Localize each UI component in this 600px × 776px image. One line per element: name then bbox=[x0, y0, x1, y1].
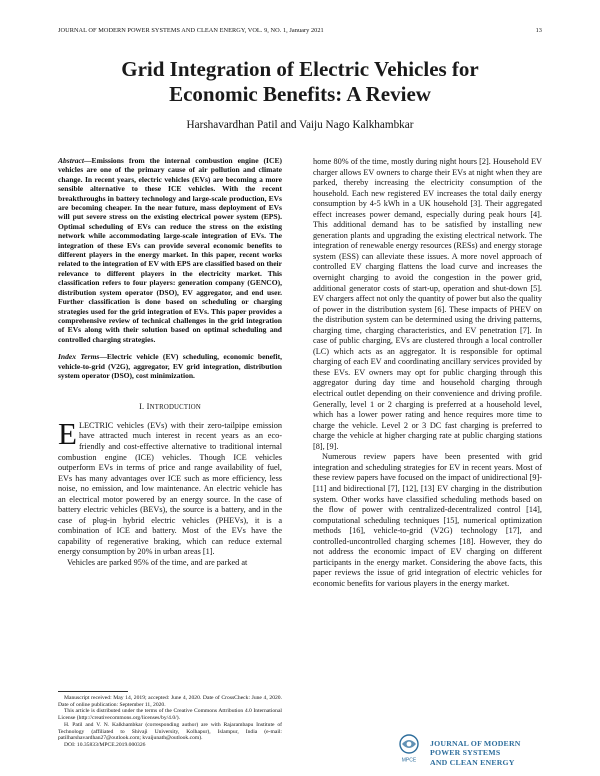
index-terms-label: Index Terms bbox=[58, 352, 100, 362]
logo-line-2: AND CLEAN ENERGY bbox=[430, 757, 515, 767]
footnote-dates: Manuscript received: May 14, 2019; accepted: June 4, 2020. Date of CrossCheck: June 4, 2020. Date of online publication: September 11, 2020. bbox=[58, 695, 282, 708]
right-paragraph-2: Numerous review papers have been presented with grid integration and scheduling strategies for EV in recent years. Most of these review papers have focused on the impact of unidirectional [9]-[11] and bidirectional [7], [12], [13] EV charging in the distribution system. Other works have classified scheduling methods based on the flow of power with centralized-decentralized control [14], computational scheduling techniques [15], numerical optimization methods [16], vehicle-to-grid (V2G) technology [17], and controlled-uncontrolled charging schemes [18]. However, they do not address the economic impact of EV charging on different participants in the energy market. Considering the above facts, this paper reviews the issue of grid integration of electric vehicles for economic benefits for various players in the energy market. bbox=[313, 452, 542, 588]
section-numeral: I. bbox=[139, 402, 147, 412]
index-terms-text: —Electric vehicle (EV) scheduling, economic benefit, vehicle-to-grid (V2G), aggregator, EV grid integration, distribution system operator (DSO), cost minimization. bbox=[58, 352, 282, 380]
right-paragraph-1: home 80% of the time, mostly during night hours [2]. Household EV charger allows EV owners to charge their EVs at night when they are parked, thereby increasing the electricity consumption of the household. Each new registered EV increases the total daily energy consumption by 4-5 kWh in a UK household [3]. Their aggregated effect increases power demand, especially during peak hours [4]. This additional demand has to be satisfied by installing new generation plants and upgrading the existing electrical network. The integration of renewable energy resources (RESs) and energy storage system (ESS) can alleviate these issues. A more novel approach of controlled EV charging flattens the load curve and increases the overnight charging to avoid the congestion in the power grid, additional generator costs of start-up, operation and shut-down [5]. EV chargers affect not only the quantity of power but also the quality of power in the distribution system [6]. These impacts of PHEV on the distribution system can be determined using the driving patterns, charging time, charging characteristics, and EV penetration [7]. In case of public charging, EVs are clustered through a local controller (LC) which acts as an aggregator. It is responsible for optimal charging of each EV and coordinating ancillary services provided by these EVs. EV owners may opt for public charging through this aggregator during day time and household charging through electrical outlet depending on their convenience and driving profile. Generally, level 1 or 2 charging is preferred at a household level, which has a lower power rating and hence requires more time to charge the vehicle. Level 2 or 3 DC fast charging is preferred to charge the vehicle at higher charging rate at public charging stations [8], [9]. bbox=[313, 157, 542, 451]
footnote-license: This article is distributed under the terms of the Creative Commons Attribution 4.0 International License (http://creativecommons.org/licenses/by/4.0/). bbox=[58, 708, 282, 722]
abstract-text: —Emissions from the internal combustion engine (ICE) vehicles are one of the primary cause of air pollution and climate change. In recent years, electric vehicles (EVs) are becoming a more sensible alternative to these ICE vehicles. With the recent breakthroughs in battery technology and large-scale production, EVs are becoming cheaper. In the near future, mass deployment of EVs will put severe stress on the existing electrical power system (EPS). Optimal scheduling of EVs can reduce the stress on the existing network while accommodating large-scale integration of EVs. The integration of these EVs can provide several economic benefits to different players in the energy market. In this paper, recent works related to the integration of EV with EPS are classified based on their relevance to different players in the electricity market. This classification refers to four players: generation company (GENCO), distribution system operator (DSO), EV aggregator, and end user. Further classification is done based on scheduling or charging strategies used for the grid integration of EVs. This paper provides a comprehensive review of technical challenges in the grid integration of EVs along with their solution based on optimal scheduling and controlled charging strategies. bbox=[58, 156, 282, 344]
footnote-doi: DOI: 10.35833/MPCE.2019.000326 bbox=[64, 741, 146, 748]
page-number: 13 bbox=[535, 27, 542, 34]
section-initial: I bbox=[146, 402, 150, 412]
intro-paragraph-1 bbox=[58, 415, 282, 558]
section-heading-introduction bbox=[58, 402, 282, 414]
abstract-label: Abstract bbox=[58, 156, 84, 165]
abstract bbox=[58, 156, 282, 344]
running-head bbox=[58, 27, 542, 37]
author-list: Harshavardhan Patil and Vaiju Nago Kalkhambkar bbox=[186, 119, 414, 131]
journal-logo-text bbox=[430, 739, 550, 767]
footnote-affiliation: H. Patil and V. N. Kalkhambkar (corresponding author) are with Rajarambapu Institute of Technology (affiliated to Shivaji University, Kolhapur), Islampur, India (e-mail: patilharshavardhan27@outlook.com; kvaijunath@outlook.com). bbox=[58, 721, 282, 742]
journal-logo bbox=[396, 733, 546, 767]
logo-tag: MPCE bbox=[401, 757, 417, 763]
title-line-1: Grid Integration of Electric Vehicles for bbox=[121, 57, 479, 81]
journal-logo-icon bbox=[396, 733, 422, 763]
intro-paragraph-2: Vehicles are parked 95% of the time, and are parked at bbox=[67, 558, 248, 567]
intro-paragraph-1-text: LECTRIC vehicles (EVs) with their zero-tailpipe emission have attracted much interest in recent years as an eco-friendly and cost-effective alternative to traditional internal combustion engine (ICE) vehicles. Though ICE vehicles outperform EVs in terms of price and range availability of fuel, EVs has many advantages over ICE such as more efficiency, less noise, no emission, and low maintenance. An electric vehicle has an electrical motor powered by an energy source. In the case of battery electric vehicles (BEVs), the source is a battery, and in the case of plug-in hybrid electric vehicles (PHEVs), it is a combination of ICE and battery. Most of the EVs have the capability of regenerative braking, which can reduce external energy consumption by 20% in urban areas [1]. bbox=[58, 420, 282, 557]
index-terms bbox=[58, 352, 282, 380]
journal-header: JOURNAL OF MODERN POWER SYSTEMS AND CLEAN ENERGY, VOL. 9, NO. 1, January 2021 bbox=[58, 27, 324, 34]
footnote-divider bbox=[58, 691, 128, 692]
right-column bbox=[313, 157, 542, 589]
title-line-2: Economic Benefits: A Review bbox=[169, 82, 431, 106]
drop-cap: E bbox=[58, 415, 77, 451]
paper-title bbox=[60, 57, 540, 107]
logo-line-1: JOURNAL OF MODERN POWER SYSTEMS bbox=[430, 739, 521, 758]
footnotes bbox=[58, 695, 282, 749]
left-column bbox=[58, 156, 282, 569]
section-title-rest: NTRODUCTION bbox=[149, 404, 201, 412]
